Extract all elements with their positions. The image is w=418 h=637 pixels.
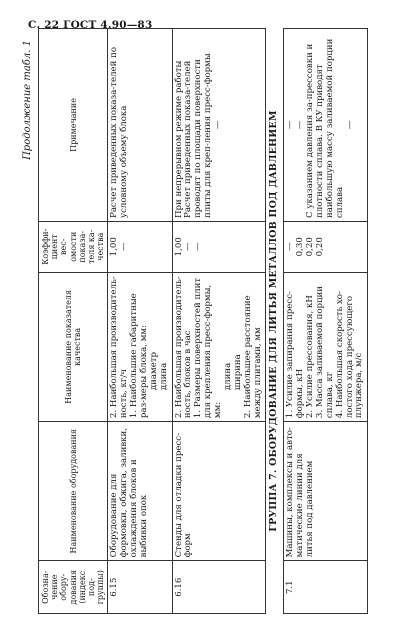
row-equipment-name: Машины, комплексы и авто-матические линии для литья под давлением xyxy=(284,422,368,561)
continuation-label: Продолжение табл. 1 xyxy=(22,40,33,160)
note-text: При непрерывном режиме работы xyxy=(173,60,184,218)
table-row xyxy=(172,29,266,614)
note-text: Расчет приведенных показа-телей проводят по площади поверхности плиты для креп-ления пресс-формы xyxy=(183,53,214,218)
row-notes xyxy=(284,29,368,222)
indicator-line: 1. Размеры поверхностей плит для крепления пресс-формы, мм: xyxy=(193,277,224,419)
coef-value: — xyxy=(183,242,194,252)
row-code: 6.15 xyxy=(108,561,172,614)
col-note-header: Примечание xyxy=(39,29,108,222)
group-7-title: ГРУППА 7. ОБОРУДОВАНИЕ ДЛЯ ЛИТЬЯ МЕТАЛЛОВ ПОД ДАВЛЕНИЕМ xyxy=(266,29,284,614)
row-notes xyxy=(108,29,172,222)
coef-value: 1,00 xyxy=(173,237,184,257)
table-row xyxy=(284,29,368,614)
row-equipment-name: Стенды для отладки пресс-форм xyxy=(172,422,266,561)
coef-value: — xyxy=(193,242,204,252)
row-coefs xyxy=(284,221,368,272)
indicator-line: длина xyxy=(222,362,233,391)
indicator-line: ширина xyxy=(232,354,243,391)
col-indicator-header: Наименование показателя качества xyxy=(39,272,108,422)
note-text: Расчет приведенных показа-телей по условному объему блока xyxy=(109,47,130,218)
indicator-line: диаметр xyxy=(148,351,159,391)
coef-value: — xyxy=(119,242,130,252)
page-number: С. 22 xyxy=(28,19,60,31)
table-row xyxy=(108,29,172,614)
row-indicators xyxy=(284,272,368,422)
indicator-line: 1. Наибольшие габаритные раз-меры блока, мм: xyxy=(129,293,149,419)
note-text: — xyxy=(344,120,355,130)
row-coefs xyxy=(172,221,266,272)
col-coef-header: Коэффи-циент вес-омости показа-теля ка-чества xyxy=(39,221,108,272)
table-header-row xyxy=(39,29,108,614)
col-code-header: Обозна-чение обору-дования (индекс под-группы) xyxy=(39,561,108,614)
indicator-line: 2. Наибольшее расстояние между плитами, мм xyxy=(242,295,263,419)
indicator-line: 2. Наибольшая производитель-ность, кг/ч xyxy=(109,276,130,419)
coef-value: — xyxy=(285,242,296,252)
group-row xyxy=(266,29,284,614)
row-code: 6.16 xyxy=(172,561,266,614)
coef-value: 1,00 xyxy=(109,237,120,257)
row-coefs xyxy=(108,221,172,272)
quality-indicators-table xyxy=(38,28,368,614)
coef-value: 0,20 xyxy=(314,237,325,257)
row-code: 7.1 xyxy=(284,561,368,614)
rotated-table-page xyxy=(18,28,398,628)
indicator-line: 2. Наибольшая производитель-ность, блоков в час xyxy=(173,276,194,419)
row-equipment-name: Оборудование для формовки, обжига, заливки, охлаждения блоков и выбивки опок xyxy=(108,422,172,561)
row-indicators xyxy=(172,272,266,422)
indicator-line: 1. Усилие запирания пресс-формы, кН xyxy=(285,291,306,419)
note-text: — xyxy=(285,120,296,130)
indicator-line: 4. Наибольшая скорость хо-лостого хода прессующего плунжера, м/с xyxy=(334,291,365,419)
coef-value: 0,20 xyxy=(305,237,315,257)
coef-value: 0,30 xyxy=(295,237,306,257)
indicator-line: 3. Масса заливаемой порции сплава, кг xyxy=(314,286,335,419)
indicator-line: 2. Усилие прессования, кН xyxy=(305,295,315,419)
note-text: — xyxy=(295,120,306,130)
note-text: — xyxy=(213,120,224,130)
row-notes xyxy=(172,29,266,222)
note-text: С указанием давления за-прессовки и плотности сплава. В КУ приводят наибольшую массу заливаемой порции сплава xyxy=(305,38,345,218)
row-indicators xyxy=(108,272,172,422)
indicator-line: длина xyxy=(158,362,169,391)
col-name-header: Наименование оборудования xyxy=(39,422,108,561)
standard-number: ГОСТ 4.90—83 xyxy=(63,19,153,31)
